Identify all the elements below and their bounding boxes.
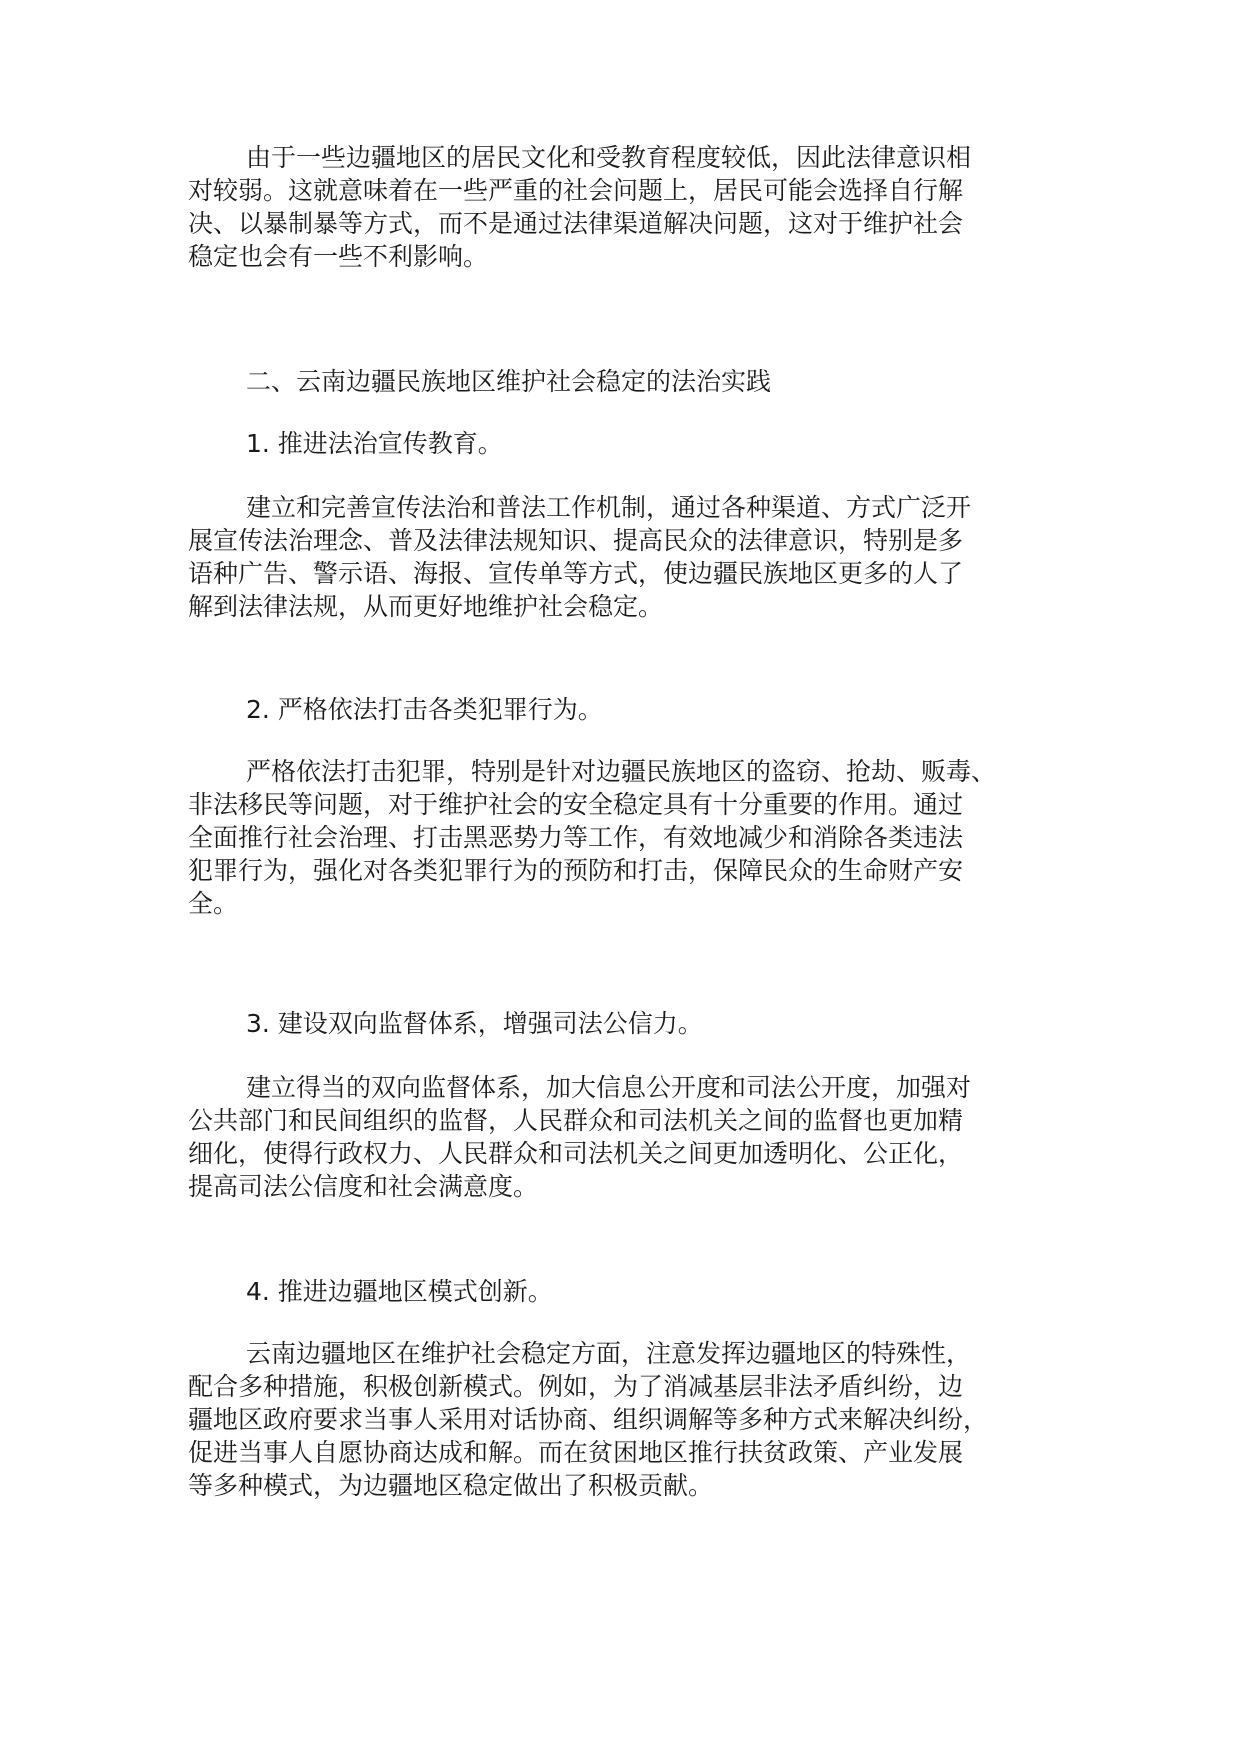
subheading-text: 3. 建设双向监督体系，增强司法公信力。 (246, 1009, 703, 1038)
paragraph (188, 491, 1068, 623)
subheading (188, 693, 1068, 726)
text-line: 全。 (188, 889, 239, 918)
text-line: 稳定也会有一些不利影响。 (188, 242, 489, 271)
text-line: 语种广告、警示语、海报、宣传单等方式，使边疆民族地区更多的人了 (188, 559, 964, 588)
text-line: 决、以暴制暴等方式，而不是通过法律渠道解决问题，这对于维护社会 (188, 209, 964, 238)
subheading (188, 427, 1068, 460)
text-line: 细化，使得行政权力、人民群众和司法机关之间更加透明化、公正化， (188, 1139, 964, 1168)
paragraph (188, 755, 1068, 920)
paragraph (188, 1071, 1068, 1203)
subheading (188, 1275, 1068, 1308)
text-line: 严格依法打击犯罪，特别是针对边疆民族地区的盗窃、抢劫、贩毒、 (246, 757, 997, 786)
text-line: 非法移民等问题，对于维护社会的安全稳定具有十分重要的作用。通过 (188, 790, 964, 819)
text-line: 由于一些边疆地区的居民文化和受教育程度较低，因此法律意识相 (246, 143, 972, 172)
text-line: 等多种模式，为边疆地区稳定做出了积极贡献。 (188, 1471, 714, 1500)
text-line: 建立和完善宣传法治和普法工作机制，通过各种渠道、方式广泛开 (246, 493, 972, 522)
text-line: 促进当事人自愿协商达成和解。而在贫困地区推行扶贫政策、产业发展 (188, 1438, 964, 1467)
heading-text: 二、云南边疆民族地区维护社会稳定的法治实践 (246, 367, 772, 396)
section-heading (188, 365, 1068, 398)
paragraph (188, 1337, 1068, 1502)
text-line: 全面推行社会治理、打击黑恶势力等工作，有效地减少和消除各类违法 (188, 823, 964, 852)
text-line: 对较弱。这就意味着在一些严重的社会问题上，居民可能会选择自行解 (188, 176, 964, 205)
text-line: 解到法律法规，从而更好地维护社会稳定。 (188, 592, 664, 621)
subheading-text: 4. 推进边疆地区模式创新。 (246, 1277, 553, 1306)
text-line: 提高司法公信度和社会满意度。 (188, 1172, 539, 1201)
text-line: 疆地区政府要求当事人采用对话协商、组织调解等多种方式来解决纠纷， (188, 1405, 989, 1434)
text-line: 犯罪行为，强化对各类犯罪行为的预防和打击，保障民众的生命财产安 (188, 856, 964, 885)
text-line: 展宣传法治理念、普及法律法规知识、提高民众的法律意识，特别是多 (188, 526, 964, 555)
text-line: 云南边疆地区在维护社会稳定方面，注意发挥边疆地区的特殊性， (246, 1339, 972, 1368)
subheading-text: 1. 推进法治宣传教育。 (246, 429, 503, 458)
subheading-text: 2. 严格依法打击各类犯罪行为。 (246, 695, 603, 724)
text-line: 公共部门和民间组织的监督，人民群众和司法机关之间的监督也更加精 (188, 1106, 964, 1135)
paragraph (188, 141, 1068, 273)
text-line: 配合多种措施，积极创新模式。例如，为了消减基层非法矛盾纠纷，边 (188, 1372, 964, 1401)
subheading (188, 1007, 1068, 1040)
text-line: 建立得当的双向监督体系，加大信息公开度和司法公开度，加强对 (246, 1073, 972, 1102)
